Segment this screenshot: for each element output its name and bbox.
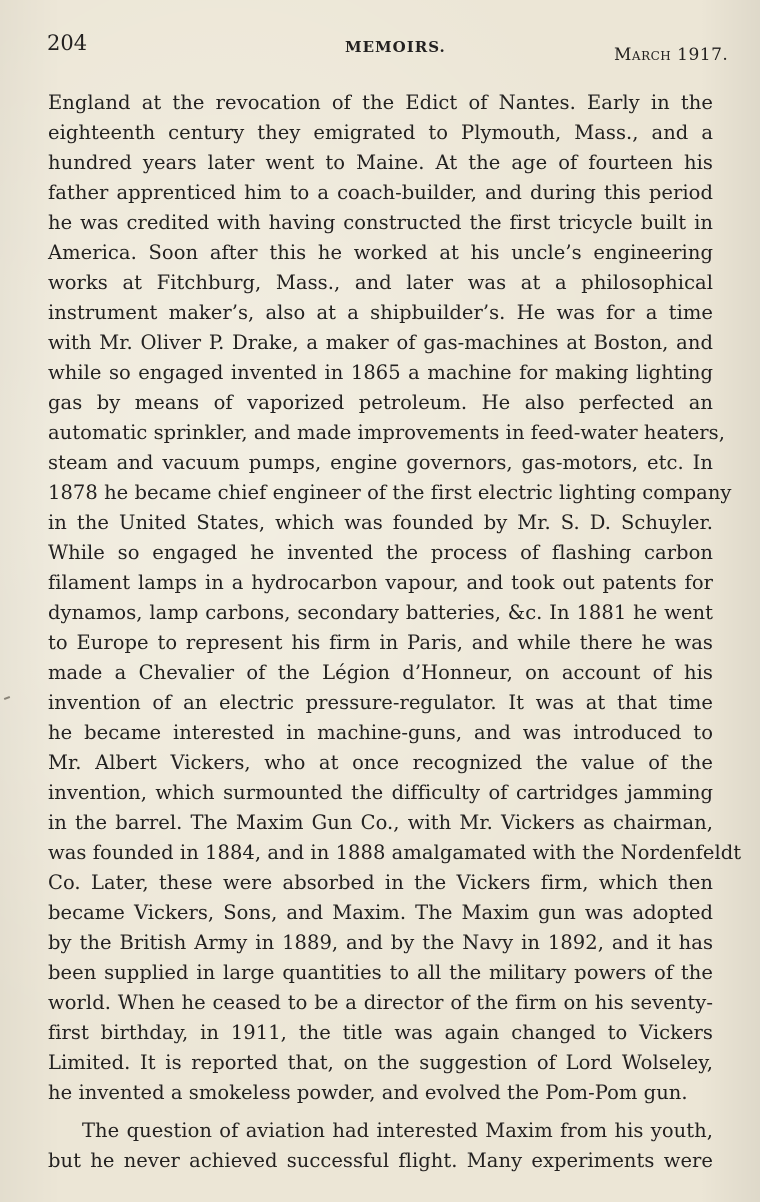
text-line: Mr. Albert Vickers, who at once recognized the value of the	[48, 751, 713, 774]
text-line: While so engaged he invented the process of flashing carbon	[48, 541, 713, 564]
text-line: was founded in 1884, and in 1888 amalgamated with the Nordenfeldt	[48, 841, 742, 864]
text-line: while so engaged invented in 1865 a machine for making lighting	[48, 361, 713, 384]
text-line: became Vickers, Sons, and Maxim. The Maxim gun was adopted	[48, 901, 713, 924]
text-line: first birthday, in 1911, the title was again changed to Vickers	[48, 1021, 713, 1044]
paragraph	[48, 88, 742, 1108]
paragraph	[48, 1116, 713, 1176]
text-line: invention, which surmounted the difficulty of cartridges jamming	[48, 781, 713, 804]
running-head: MEMOIRS.	[345, 38, 446, 56]
page-number: 204	[47, 31, 88, 55]
text-line: hundred years later went to Maine. At the age of fourteen his	[48, 151, 713, 174]
text-line: he became interested in machine-guns, and was introduced to	[48, 721, 713, 744]
text-line: dynamos, lamp carbons, secondary batteries, &c. In 1881 he went	[48, 601, 713, 624]
text-line: The question of aviation had interested Maxim from his youth,	[82, 1119, 713, 1142]
text-line: works at Fitchburg, Mass., and later was at a philosophical	[48, 271, 713, 294]
text-line: 1878 he became chief engineer of the first electric lighting company	[48, 481, 732, 504]
text-line: in the United States, which was founded by Mr. S. D. Schuyler.	[48, 511, 713, 534]
text-line: he invented a smokeless powder, and evolved the Pom-Pom gun.	[48, 1081, 688, 1104]
paragraph-gap	[48, 1108, 713, 1116]
text-line: invention of an electric pressure-regulator. It was at that time	[48, 691, 713, 714]
text-line: Co. Later, these were absorbed in the Vickers firm, which then	[48, 871, 713, 894]
date-month: March	[614, 45, 672, 65]
text-line: world. When he ceased to be a director of the firm on his seventy-	[48, 991, 713, 1014]
text-line: made a Chevalier of the Légion d’Honneur, on account of his	[48, 661, 713, 684]
text-line: England at the revocation of the Edict of Nantes. Early in the	[48, 91, 713, 114]
text-line: by the British Army in 1889, and by the Navy in 1892, and it has	[48, 931, 713, 954]
text-line: filament lamps in a hydrocarbon vapour, and took out patents for	[48, 571, 713, 594]
issue-date	[614, 45, 728, 65]
text-line: but he never achieved successful flight. Many experiments were	[48, 1149, 713, 1172]
text-line: instrument maker’s, also at a shipbuilder’s. He was for a time	[48, 301, 713, 324]
text-line: Limited. It is reported that, on the suggestion of Lord Wolseley,	[48, 1051, 713, 1074]
text-line: eighteenth century they emigrated to Plymouth, Mass., and a	[48, 121, 713, 144]
text-line: gas by means of vaporized petroleum. He also perfected an	[48, 391, 713, 414]
text-line: he was credited with having constructed the first tricycle built in	[48, 211, 713, 234]
date-year: 1917.	[677, 45, 729, 65]
text-line: to Europe to represent his firm in Paris, and while there he was	[48, 631, 713, 654]
body-text	[48, 88, 742, 1176]
text-line: father apprenticed him to a coach-builder, and during this period	[48, 181, 713, 204]
text-line: with Mr. Oliver P. Drake, a maker of gas-machines at Boston, and	[48, 331, 713, 354]
text-line: been supplied in large quantities to all the military powers of the	[48, 961, 713, 984]
text-line: automatic sprinkler, and made improvements in feed-water heaters,	[48, 421, 725, 444]
margin-mark	[4, 696, 10, 700]
text-line: America. Soon after this he worked at his uncle’s engineering	[48, 241, 713, 264]
text-line: in the barrel. The Maxim Gun Co., with Mr. Vickers as chairman,	[48, 811, 713, 834]
page-header	[0, 0, 760, 80]
text-line: steam and vacuum pumps, engine governors, gas-motors, etc. In	[48, 451, 713, 474]
